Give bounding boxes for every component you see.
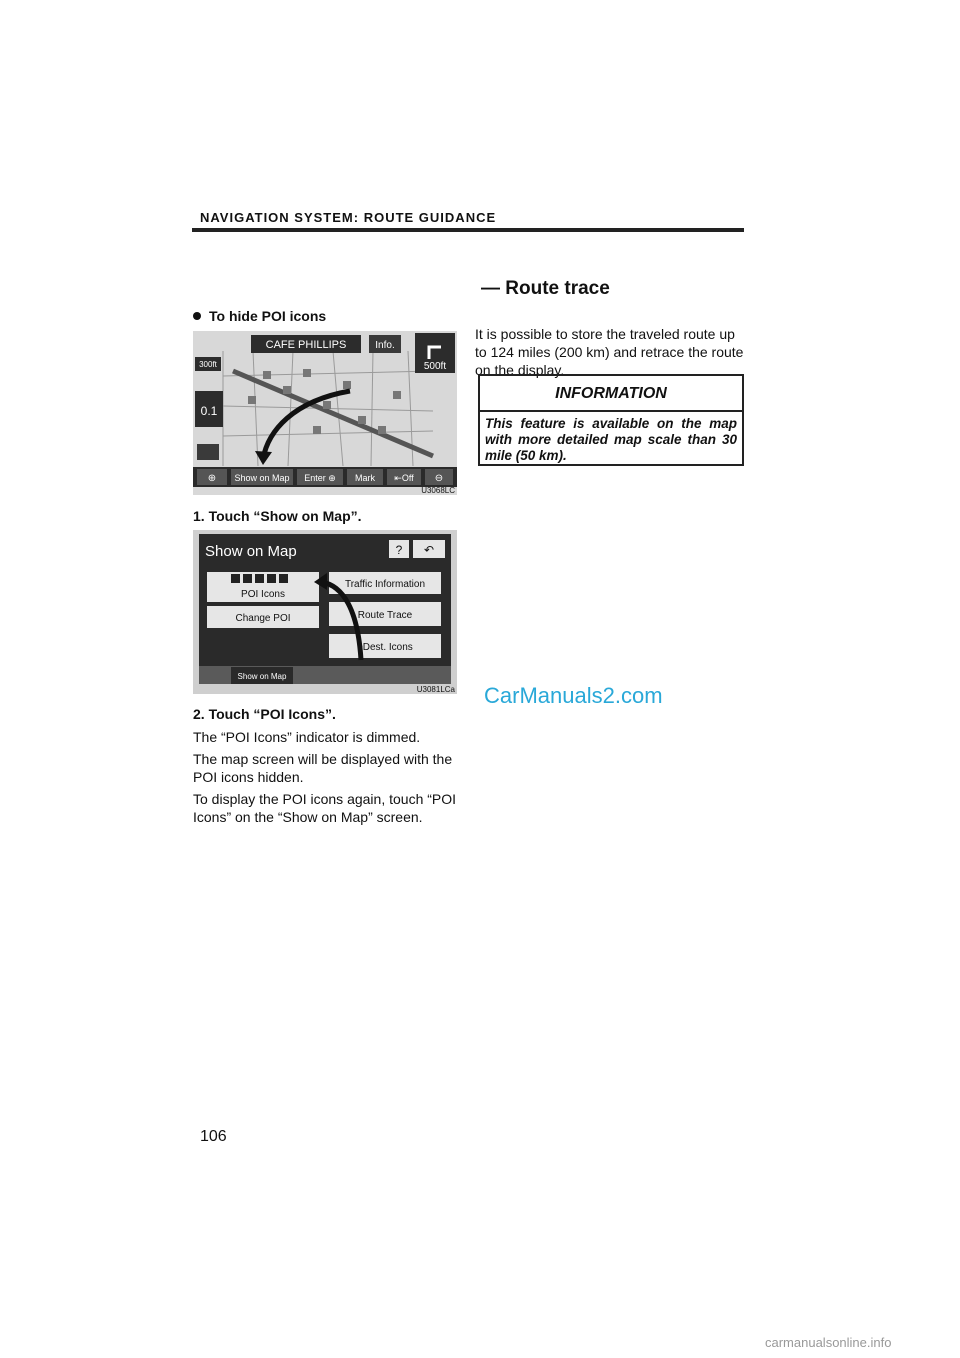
paragraph-indicator: The “POI Icons” indicator is dimmed.	[193, 729, 421, 745]
screen-title: Show on Map	[205, 543, 297, 560]
scale-label: 300ft	[199, 360, 217, 369]
info-button-label: Info.	[375, 340, 395, 351]
header-rule	[192, 228, 744, 232]
svg-text:POI Icons: POI Icons	[241, 589, 285, 600]
route-trace-heading: — Route trace	[481, 278, 610, 299]
svg-text:?: ?	[395, 543, 403, 557]
figure-code: U3068LC	[421, 486, 455, 495]
svg-text:Show on Map: Show on Map	[237, 672, 287, 681]
show-on-map-screenshot	[193, 530, 457, 694]
svg-text:⇤Off: ⇤Off	[394, 473, 414, 483]
turn-distance: 500ft	[423, 361, 447, 372]
paragraph-map-display: The map screen will be displayed with the POI icons hidden.	[193, 751, 453, 785]
information-box	[478, 374, 744, 466]
information-title: INFORMATION	[555, 385, 667, 402]
step-1: 1. Touch “Show on Map”.	[193, 508, 362, 524]
section-header: NAVIGATION SYSTEM: ROUTE GUIDANCE	[200, 210, 497, 225]
footer-watermark: carmanualsonline.info	[765, 1335, 892, 1350]
svg-text:Traffic Information: Traffic Information	[344, 579, 426, 590]
page-number: 106	[200, 1128, 227, 1145]
svg-text:⊖: ⊖	[434, 473, 444, 484]
speed-readout: 0.1	[200, 404, 218, 418]
svg-text:Route Trace: Route Trace	[357, 610, 413, 621]
information-text: This feature is available on the map with more detailed map scale than 30 mile (50 km).	[485, 416, 737, 463]
bullet-heading-text: To hide POI icons	[209, 308, 327, 324]
svg-text:eDest. Icons: eDest. Icons	[357, 642, 413, 653]
watermark: CarManuals2.com	[484, 683, 663, 708]
step-2: 2. Touch “POI Icons”.	[193, 706, 336, 722]
bullet-heading	[193, 308, 326, 324]
svg-text:Show on Map: Show on Map	[234, 473, 290, 483]
svg-text:Change POI: Change POI	[235, 613, 291, 624]
svg-text:Enter ⊕: Enter ⊕	[304, 473, 336, 483]
poi-indicator-icons	[231, 574, 288, 583]
paragraph-redisplay: To display the POI icons again, touch “POI Icons” on the “Show on Map” screen.	[193, 791, 457, 825]
map-bottom-bar	[193, 467, 457, 487]
map-screenshot	[193, 331, 457, 495]
svg-text:⊕: ⊕	[207, 473, 217, 484]
poi-name-label: CAFE PHILLIPS	[265, 339, 347, 351]
svg-text:Mark: Mark	[355, 473, 375, 483]
route-trace-paragraph: It is possible to store the traveled route up to 124 miles (200 km) and retrace the route on the display.	[475, 326, 744, 378]
bullet-dot	[193, 312, 201, 320]
svg-text:↶: ↶	[423, 543, 435, 557]
north-button	[197, 444, 219, 460]
figure-code-2: U3081LCa	[416, 685, 455, 694]
